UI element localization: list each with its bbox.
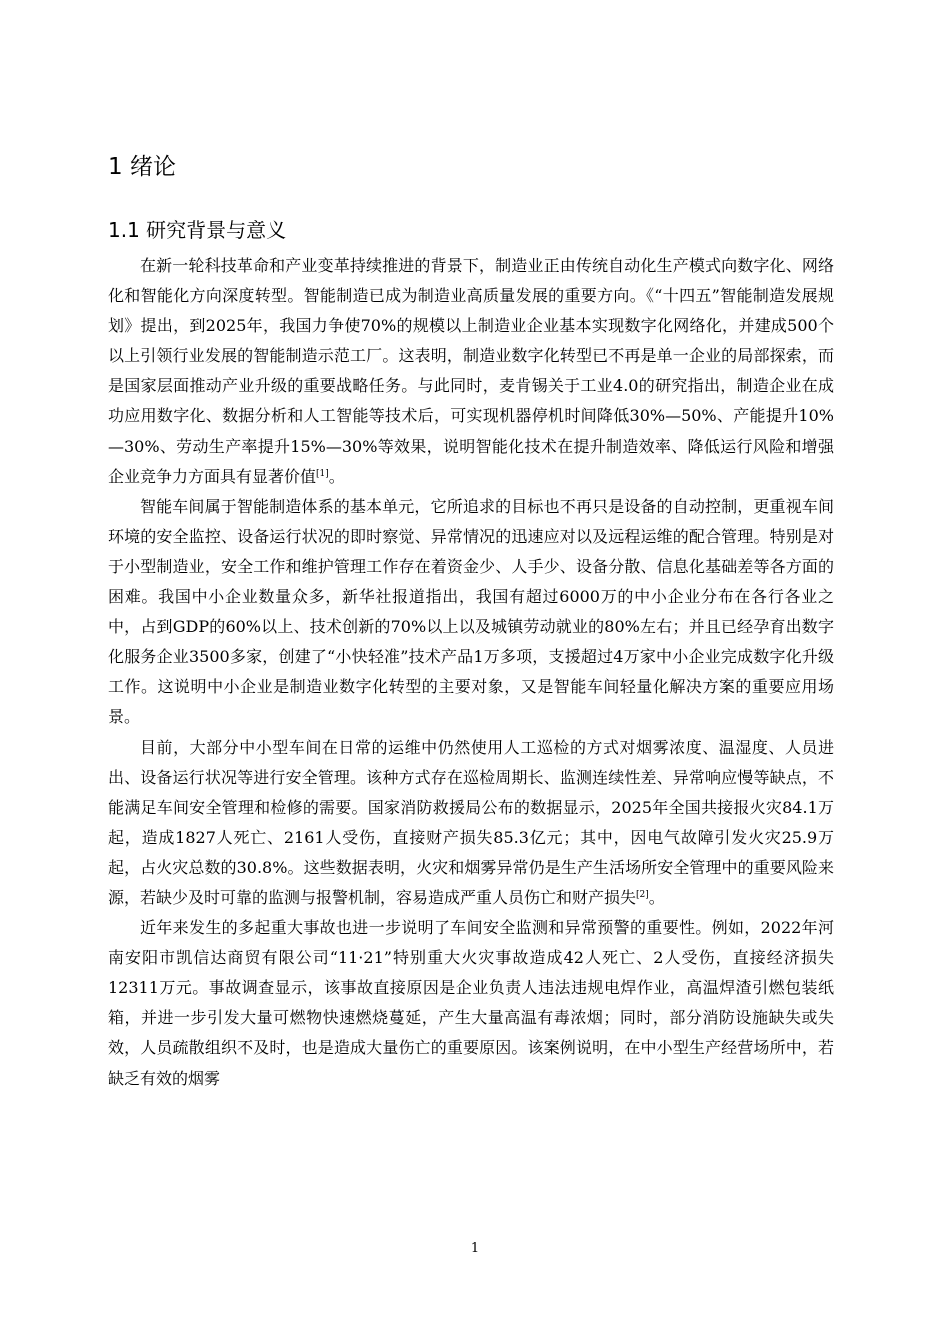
citation-ref-1: [1] (316, 468, 329, 479)
paragraph-3-end: 。 (648, 887, 665, 907)
paragraph-3-text: 目前，大部分中小型车间在日常的运维中仍然使用人工巡检的方式对烟雾浓度、温湿度、人员进出、设备运行状况等进行安全管理。该种方式存在巡检周期长、监测连续性差、异常响应慢等缺点，不能满足车间安全管理和检修的需要。国家消防救援局公布的数据显示，2025年全国共接报火灾84.1万起，造成1827人死亡、2161人受伤，直接财产损失85.3亿元；其中，因电气故障引发火灾25.9万起，占火灾总数的30.8%。这些数据表明，火灾和烟雾异常仍是生产生活场所安全管理中的重要风险来源，若缺少及时可靠的监测与报警机制，容易造成严重人员伤亡和财产损失 (108, 737, 834, 907)
paragraph-1-text: 在新一轮科技革命和产业变革持续推进的背景下，制造业正由传统自动化生产模式向数字化、网络化和智能化方向深度转型。智能制造已成为制造业高质量发展的重要方向。《“十四五”智能制造发展规划》提出，到2025年，我国力争使70%的规模以上制造业企业基本实现数字化网络化，并建成500个以上引领行业发展的智能制造示范工厂。这表明，制造业数字化转型已不再是单一企业的局部探索，而是国家层面推动产业升级的重要战略任务。与此同时，麦肯锡关于工业4.0的研究指出，制造企业在成功应用数字化、数据分析和人工智能等技术后，可实现机器停机时间降低30%—50%、产能提升10%—30%、劳动生产率提升15%—30%等效果，说明智能化技术在提升制造效率、降低运行风险和增强企业竞争力方面具有显著价值 (108, 256, 834, 486)
page-number: 1 (470, 1241, 480, 1256)
paragraph-2-text: 智能车间属于智能制造体系的基本单元，它所追求的目标也不再只是设备的自动控制，更重视车间环境的安全监控、设备运行状况的即时察觉、异常情况的迅速应对以及远程运维的配合管理。特别是对于小型制造业，安全工作和维护管理工作存在着资金少、人手少、设备分散、信息化基础差等各方面的困难。我国中小企业数量众多，新华社报道指出，我国有超过6000万的中小企业分布在各行各业之中，占到GDP的60%以上、技术创新的70%以上以及城镇劳动就业的80%左右；并且已经孕育出数字化服务企业3500多家，创建了“小快轻准”技术产品1万多项，支援超过4万家中小企业完成数字化升级工作。这说明中小企业是制造业数字化转型的主要对象，又是智能车间轻量化解决方案的重要应用场景。 (108, 496, 834, 727)
paragraph-4-text: 近年来发生的多起重大事故也进一步说明了车间安全监测和异常预警的重要性。例如，2022年河南安阳市凯信达商贸有限公司“11·21”特别重大火灾事故造成42人死亡、2人受伤，直接经济损失12311万元。事故调查显示，该事故直接原因是企业负责人违法违规电焊作业，高温焊渣引燃包装纸箱，并进一步引发大量可燃物快速燃烧蔓延，产生大量高温有毒浓烟；同时，部分消防设施缺失或失效，人员疏散组织不及时，也是造成大量伤亡的重要原因。该案例说明，在中小型生产经营场所中，若缺乏有效的烟雾 (108, 918, 834, 1088)
body-text (108, 251, 834, 1094)
section-title: 1.1 研究背景与意义 (108, 218, 287, 242)
paragraph-2 (108, 492, 834, 733)
paragraph-1 (108, 251, 834, 492)
citation-ref-2: [2] (636, 889, 649, 900)
paragraph-4 (108, 913, 834, 1094)
paragraph-1-end: 。 (328, 466, 345, 486)
paragraph-3 (108, 733, 834, 914)
chapter-title: 1 绪论 (108, 154, 176, 180)
